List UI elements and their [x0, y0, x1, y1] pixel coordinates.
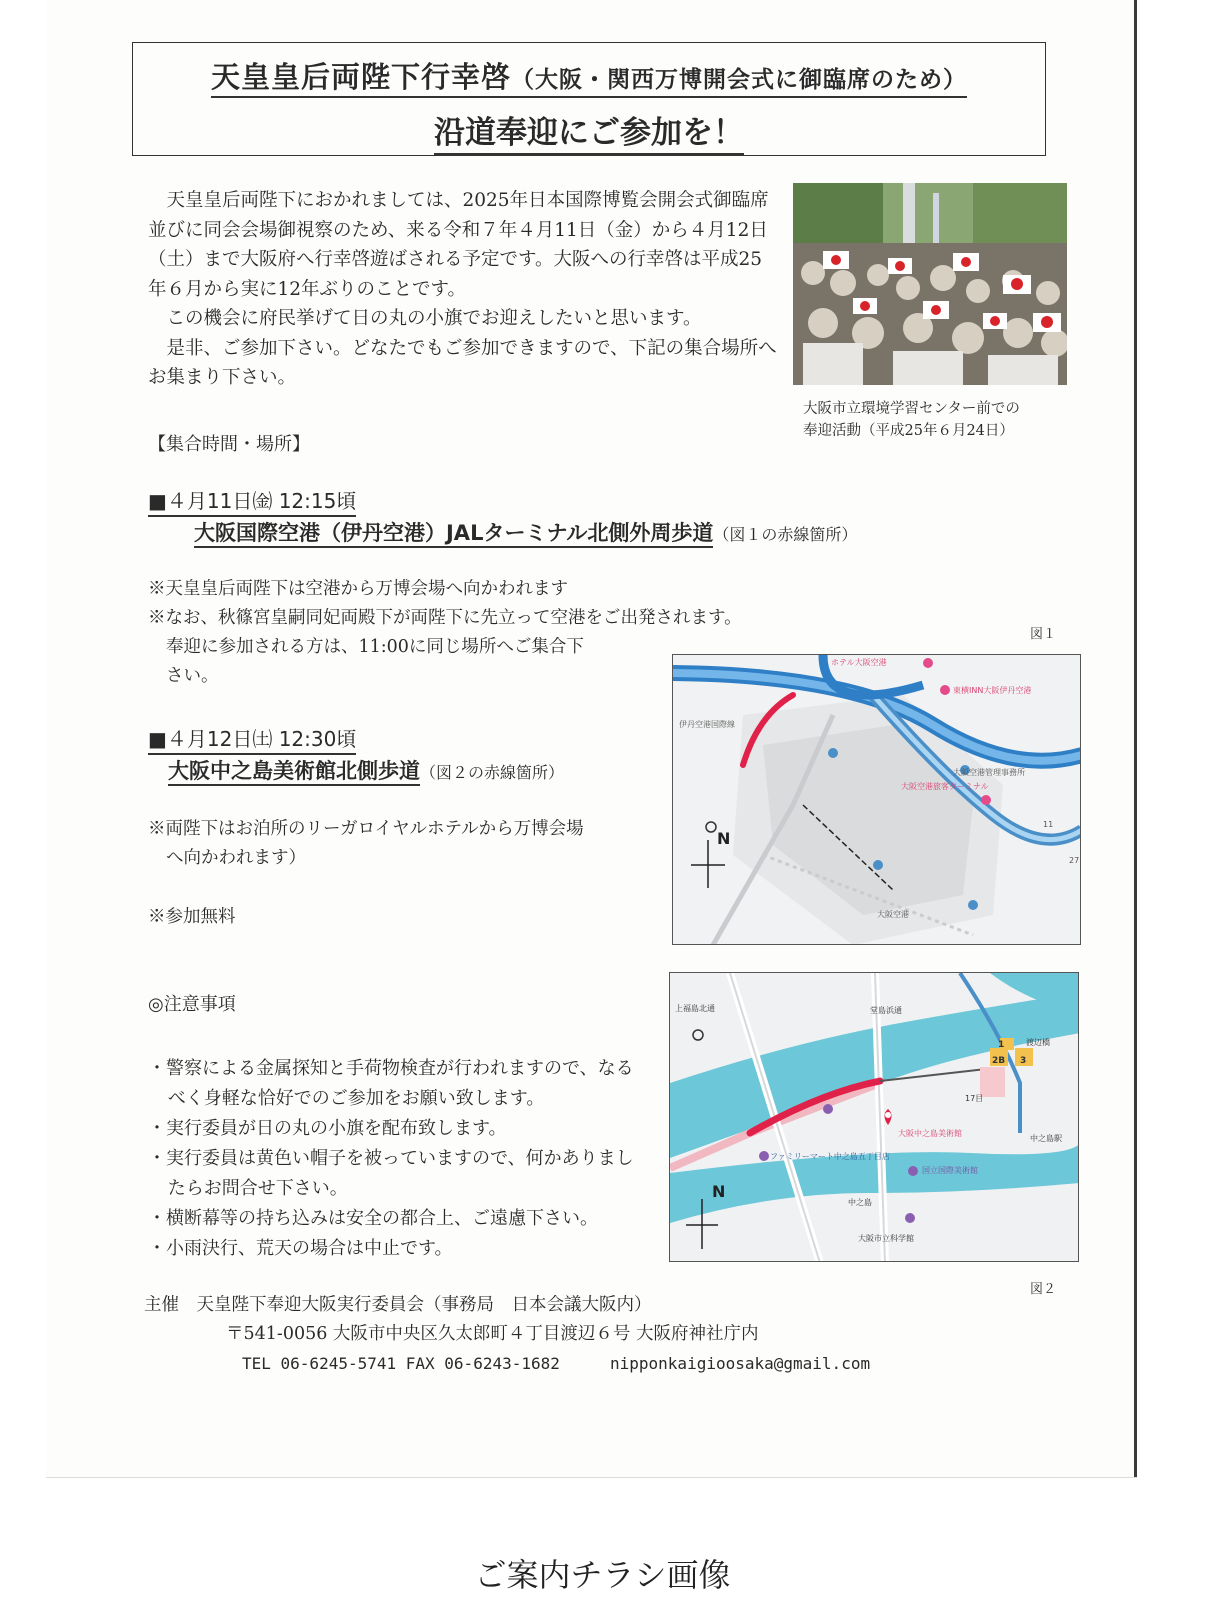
- schedule-2-venue-line: [168, 755, 564, 785]
- note-airport-4: さい。: [166, 666, 219, 686]
- schedule-1-heading: ■４月11日㈮ 12:15頃: [148, 485, 356, 517]
- note-hotel-1: ※両陛下はお泊所のリーガロイヤルホテルから万博会場: [148, 819, 584, 839]
- figure-2-label: 図２: [1030, 1282, 1057, 1297]
- intro-para-1: 天皇皇后両陛下におかれましては、2025年日本国際博覧会開会式御臨席並びに同会会場御視察のため、来る令和７年４月11日（金）から４月12日（土）まで大阪府へ行幸啓遊ばされる予定です。大阪への行幸啓は平成25年６月から実に12年ぶりのことです。: [148, 190, 769, 300]
- schedule-2-venue: 大阪中之島美術館北側歩道: [168, 759, 420, 786]
- footer-tel-fax: TEL 06-6245-5741 FAX 06-6243-1682: [242, 1354, 560, 1373]
- intro-para-2: この機会に府民挙げて日の丸の小旗でお迎えしたいと思います。: [166, 308, 702, 329]
- map2-label-nakanoshima: 中之島: [848, 1198, 872, 1207]
- map1-label-terminal: 大阪空港旅客ターミナル: [901, 782, 989, 791]
- note-airport-2: ※なお、秋篠宮皇嗣同妃両殿下が両陛下に先立って空港をご出発されます。: [148, 608, 742, 628]
- map2-label-museum: 大阪中之島美術館: [898, 1129, 962, 1138]
- note-hotel-2: へ向かわれます）: [166, 848, 306, 868]
- footer-email: nipponkaigioosaka@gmail.com: [610, 1354, 871, 1373]
- map1-label-intl: 伊丹空港国際線: [679, 720, 735, 729]
- map2-label-national-museum: 国立国際美術館: [922, 1166, 978, 1175]
- schedule-1-venue-line: [194, 517, 857, 547]
- map2-label-science-museum: 大阪市立科学館: [858, 1234, 914, 1243]
- map2-label-1: 1: [998, 1040, 1005, 1050]
- map1-label-hotel: ホテル大阪空港: [831, 658, 887, 667]
- photo-caption-line-1: 大阪市立環境学習センター前での: [803, 401, 1020, 417]
- map-figure-2-image: [670, 973, 1079, 1262]
- map-figure-2: [669, 972, 1079, 1262]
- title-line-1: [133, 55, 1045, 96]
- map1-label-27: 27: [1069, 856, 1080, 865]
- caution-list: [148, 1054, 648, 1264]
- intro-text: [148, 186, 778, 393]
- note-airport-1: ※天皇皇后両陛下は空港から万博会場へ向かわれます: [148, 579, 568, 599]
- title-box: [132, 42, 1046, 156]
- map2-label-17chome: 17目: [965, 1094, 984, 1103]
- section-label: 【集合時間・場所】: [148, 434, 310, 455]
- map1-label-11: 11: [1043, 820, 1054, 829]
- page-caption: ご案内チラシ画像: [474, 1556, 731, 1594]
- sheet-edge: [46, 1477, 1137, 1478]
- map2-label-watanabebashi: 渡辺橋: [1026, 1038, 1050, 1047]
- title-sub: （大阪・関西万博開会式に御臨席のため）: [511, 67, 967, 93]
- footer-organizer: 主催 天皇陛下奉迎大阪実行委員会（事務局 日本会議大阪内）: [144, 1295, 652, 1315]
- crowd-photo-image: [793, 183, 1067, 385]
- map2-label-3: 3: [1020, 1056, 1027, 1066]
- schedule-1-venue: 大阪国際空港（伊丹空港）JALターミナル北側外周歩道: [194, 521, 713, 548]
- map2-label-familymart: ファミリーマート中之島五丁目店: [770, 1152, 890, 1161]
- caution-item: ・小雨決行、荒天の場合は中止です。: [148, 1238, 453, 1259]
- crowd-photo: [793, 183, 1067, 385]
- photo-caption-line-2: 奉迎活動（平成25年６月24日）: [803, 423, 1014, 439]
- title-main: 天皇皇后両陛下行幸啓: [210, 60, 511, 94]
- title-line-2: [133, 107, 1045, 152]
- map-figure-1: [672, 654, 1081, 945]
- title-call: 沿道奉迎にご参加を！: [434, 115, 744, 155]
- map2-label-kamifukushima: 上福島北通: [675, 1004, 715, 1013]
- map2-label-dojimahama: 堂島浜通: [870, 1006, 902, 1015]
- map2-north-label: N: [712, 1182, 726, 1201]
- intro-para-3: 是非、ご参加下さい。どなたでもご参加できますので、下記の集合場所へお集まり下さい。: [148, 337, 777, 388]
- caution-heading: ◎注意事項: [148, 994, 236, 1015]
- map-figure-1-image: [673, 655, 1081, 945]
- map1-label-office: 大阪空港管理事務所: [953, 768, 1025, 777]
- footer-address: 〒541-0056 大阪市中央区久太郎町４丁目渡辺６号 大阪府神社庁内: [226, 1324, 759, 1344]
- photo-caption: [803, 398, 1073, 442]
- map1-label-airport: 大阪空港: [877, 910, 909, 919]
- map2-label-nakanoshima-station: 中之島駅: [1030, 1134, 1062, 1143]
- schedule-2-heading: ■４月12日㈯ 12:30頃: [148, 723, 356, 755]
- map1-north-label: N: [717, 829, 731, 848]
- figure-1-label: 図１: [1030, 627, 1057, 642]
- caution-item: ・警察による金属探知と手荷物検査が行われますので、なるべく身軽な恰好でのご参加をお願い致します。: [148, 1058, 634, 1109]
- caution-item: ・実行委員が日の丸の小旗を配布致します。: [148, 1118, 507, 1139]
- note-free: ※参加無料: [148, 907, 236, 927]
- schedule-1-note: （図１の赤線箇所）: [713, 525, 858, 544]
- map2-label-2b: 2B: [992, 1056, 1006, 1066]
- map1-label-toyoko: 東横INN大阪伊丹空港: [953, 686, 1032, 695]
- schedule-2-note: （図２の赤線箇所）: [420, 763, 565, 782]
- note-airport-3: 奉迎に参加される方は、11:00に同じ場所へご集合下: [166, 637, 584, 657]
- caution-item: ・横断幕等の持ち込みは安全の都合上、ご遠慮下さい。: [148, 1208, 598, 1229]
- caution-item: ・実行委員は黄色い帽子を被っていますので、何かありましたらお問合せ下さい。: [148, 1148, 634, 1199]
